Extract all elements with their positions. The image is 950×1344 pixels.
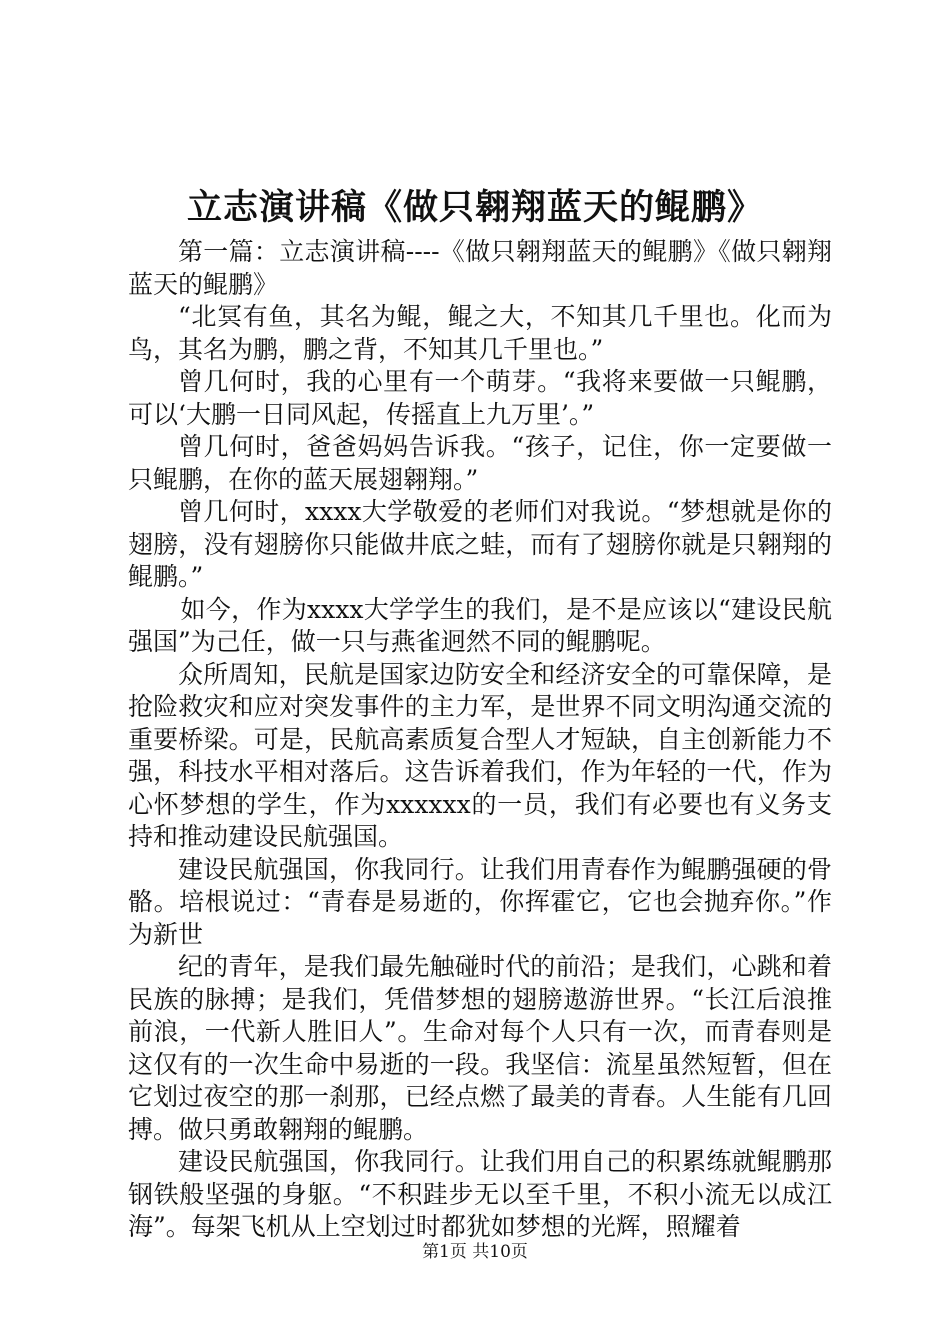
paragraph: 曾几何时，我的心里有一个萌芽。“我将来要做一只鲲鹏，可以‘大鹏一日同风起，传摇直上九万里’。”: [128, 367, 832, 429]
paragraph: 建设民航强国，你我同行。让我们用青春作为鲲鹏强硬的骨骼。培根说过：“青春是易逝的，你挥霍它，它也会抛弃你。”作为新世: [128, 854, 832, 949]
page-footer: 第1页 共10页: [422, 1242, 528, 1262]
paragraph: 如今，作为xxxx大学学生的我们，是不是应该以“建设民航强国”为己任，做一只与燕雀迥然不同的鲲鹏呢。: [128, 594, 832, 656]
paragraph: 纪的青年，是我们最先触碰时代的前沿；是我们，心跳和着民族的脉搏；是我们，凭借梦想的翅膀遨游世界。“长江后浪推前浪，一代新人胜旧人”。生命对每个人只有一次，而青春则是这仅有的一次生命中易逝的一段。我坚信：流星虽然短暂，但在它划过夜空的那一刹那，已经点燃了最美的青春。人生能有几回搏。做只勇敢翱翔的鲲鹏。: [128, 952, 832, 1144]
paragraph: “北冥有鱼，其名为鲲，鲲之大，不知其几千里也。化而为鸟，其名为鹏，鹏之背，不知其几千里也。”: [128, 302, 832, 364]
paragraph: 建设民航强国，你我同行。让我们用自己的积累练就鲲鹏那钢铁般坚强的身躯。“不积跬步无以至千里，不积小流无以成江海”。每架飞机从上空划过时都犹如梦想的光辉，照耀着: [128, 1147, 832, 1241]
paragraph: 曾几何时，xxxx大学敬爱的老师们对我说。“梦想就是你的翅膀，没有翅膀你只能做井底之蛙，而有了翅膀你就是只翱翔的鲲鹏。”: [128, 497, 832, 591]
document-body: [128, 236, 832, 1244]
paragraph: 第一篇：立志演讲稿----《做只翱翔蓝天的鲲鹏》《做只翱翔蓝天的鲲鹏》: [128, 237, 832, 299]
paragraph: 曾几何时，爸爸妈妈告诉我。“孩子，记住，你一定要做一只鲲鹏，在你的蓝天展翅翱翔。”: [128, 432, 832, 494]
document-title: 立志演讲稿《做只翱翔蓝天的鲲鹏》: [186, 187, 763, 228]
paragraph: 众所周知，民航是国家边防安全和经济安全的可靠保障，是抢险救灾和应对突发事件的主力军，是世界不同文明沟通交流的重要桥梁。可是，民航高素质复合型人才短缺，自主创新能力不强，科技水平相对落后。这告诉着我们，作为年轻的一代，作为心怀梦想的学生，作为xxxxxx的一员，我们有必要也有义务支持和推动建设民航强国。: [128, 659, 832, 851]
